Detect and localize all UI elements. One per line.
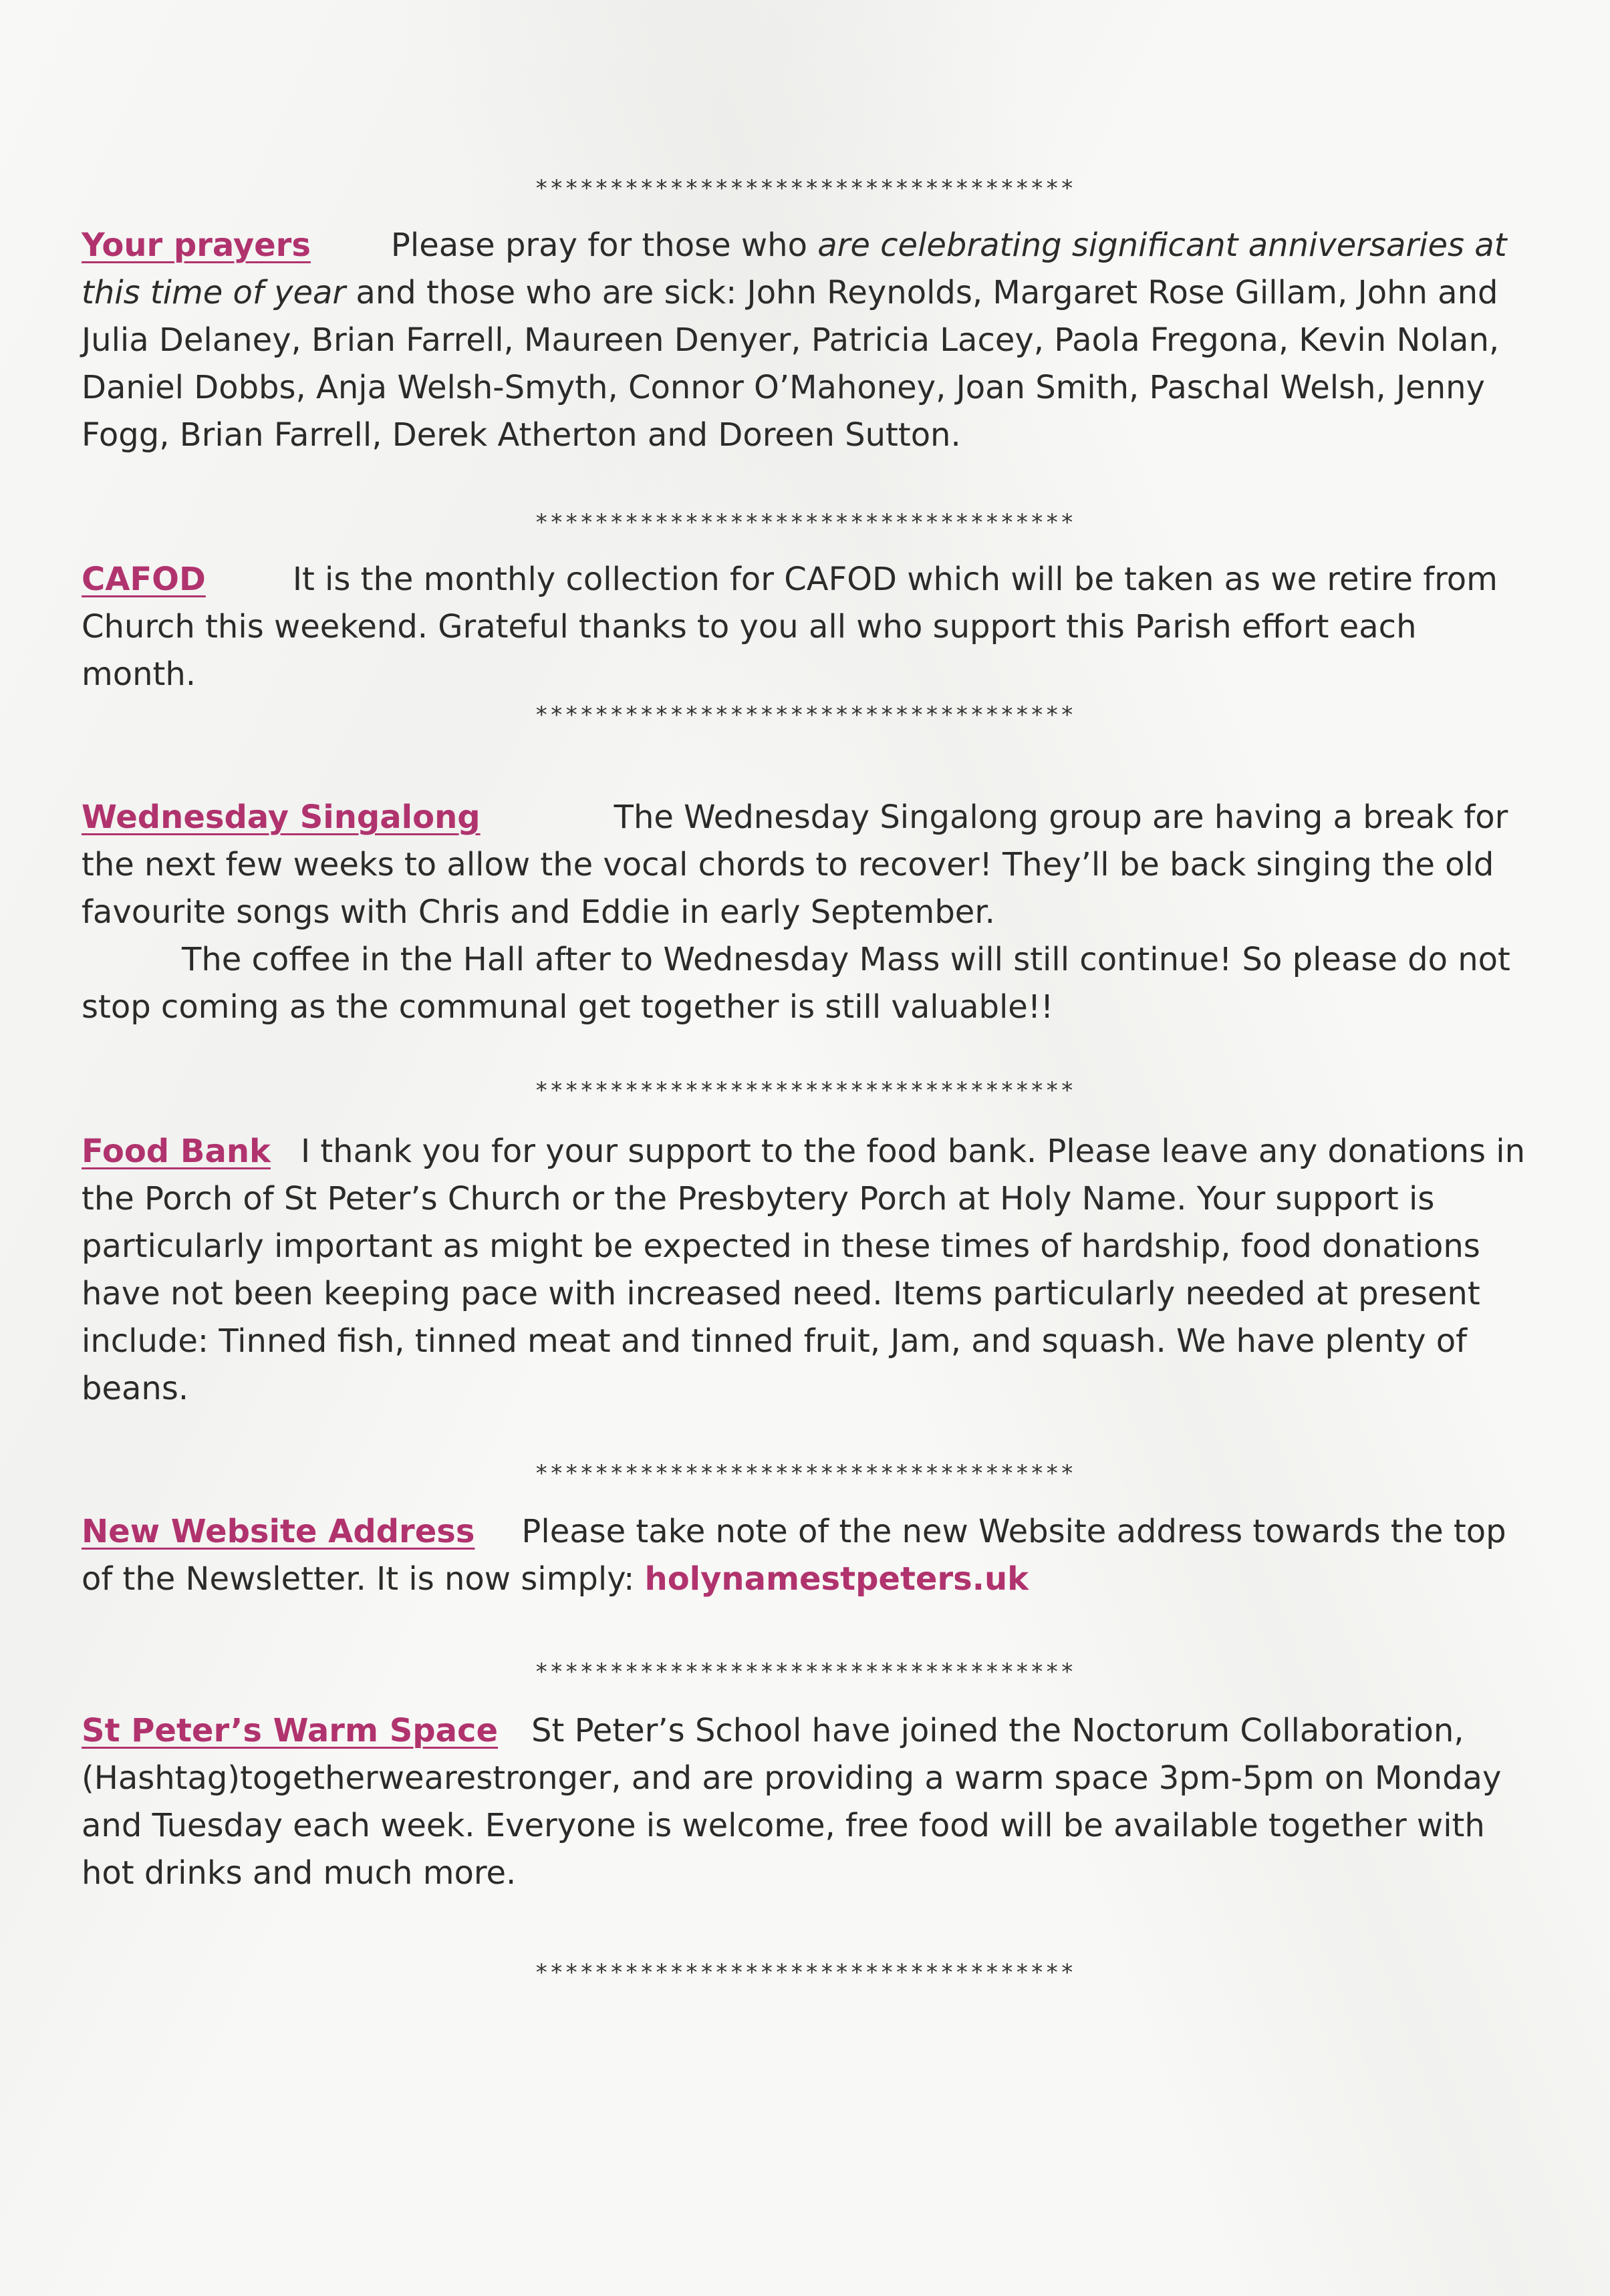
website-link[interactable]: holynamestpeters.uk — [644, 1560, 1029, 1598]
prayers-heading: Your prayers — [82, 227, 311, 264]
prayers-text-a: Please pray for those who — [390, 227, 818, 264]
warmspace-section — [82, 1707, 1535, 1897]
website-section — [82, 1508, 1535, 1603]
separator: ************************************ — [535, 1077, 1075, 1104]
website-text: Please take note of the new Website address towards the top of the Newsletter. It is now simply: — [82, 1513, 1506, 1598]
singalong-section — [82, 794, 1535, 1031]
separator: ************************************ — [535, 175, 1075, 202]
separator: ************************************ — [535, 1959, 1075, 1986]
warmspace-heading: St Peter’s Warm Space — [82, 1712, 499, 1749]
separator: ************************************ — [535, 509, 1075, 536]
cafod-text: It is the monthly collection for CAFOD which will be taken as we retire from Church this weekend. Grateful thanks to you all who support this Parish effort each month. — [82, 561, 1498, 693]
singalong-heading: Wednesday Singalong — [82, 799, 481, 836]
website-heading: New Website Address — [82, 1513, 475, 1550]
foodbank-heading: Food Bank — [82, 1133, 271, 1170]
separator: ************************************ — [535, 702, 1075, 728]
prayers-text-b: and those who are sick: John Reynolds, Margaret Rose Gillam, John and Julia Delaney, Brian Farrell, Maureen Denyer, Patricia Lacey, Paola Fregona, Kevin Nolan, Daniel Dobbs, Anja Welsh-Smyth, Connor O’Mahoney, Joan Smith, Paschal Welsh, Jenny Fogg, Brian Farrell, Derek Atherton and Doreen Sutton. — [82, 274, 1500, 454]
prayers-section — [82, 222, 1535, 459]
cafod-section — [82, 556, 1535, 698]
warmspace-text: St Peter’s School have joined the Noctorum Collaboration, (Hashtag)togetherwearestronger, and are providing a warm space 3pm-5pm on Monday and Tuesday each week. Everyone is welcome, free food will be available together with hot drinks and much more. — [82, 1712, 1502, 1892]
foodbank-section — [82, 1128, 1535, 1413]
prayers-text-italic: are celebrating significant anniversaries at this time of year — [82, 227, 1507, 311]
separator: ************************************ — [535, 1659, 1075, 1685]
separator: ************************************ — [535, 1460, 1075, 1487]
singalong-text-2: The coffee in the Hall after to Wednesday Mass will still continue! So please do not stop coming as the communal get together is still valuable!! — [82, 941, 1510, 1026]
singalong-text: The Wednesday Singalong group are having a break for the next few weeks to allow the vocal chords to recover! They’ll be back singing the old favourite songs with Chris and Eddie in early September. — [82, 799, 1508, 931]
cafod-heading: CAFOD — [82, 561, 206, 598]
foodbank-text: I thank you for your support to the food bank. Please leave any donations in the Porch of St Peter’s Church or the Presbytery Porch at Holy Name. Your support is particularly important as might be expected in these times of hardship, food donations have not been keeping pace with increased need. Items particularly needed at present include: Tinned fish, tinned meat and tinned fruit, Jam, and squash. We have plenty of beans. — [82, 1133, 1526, 1407]
